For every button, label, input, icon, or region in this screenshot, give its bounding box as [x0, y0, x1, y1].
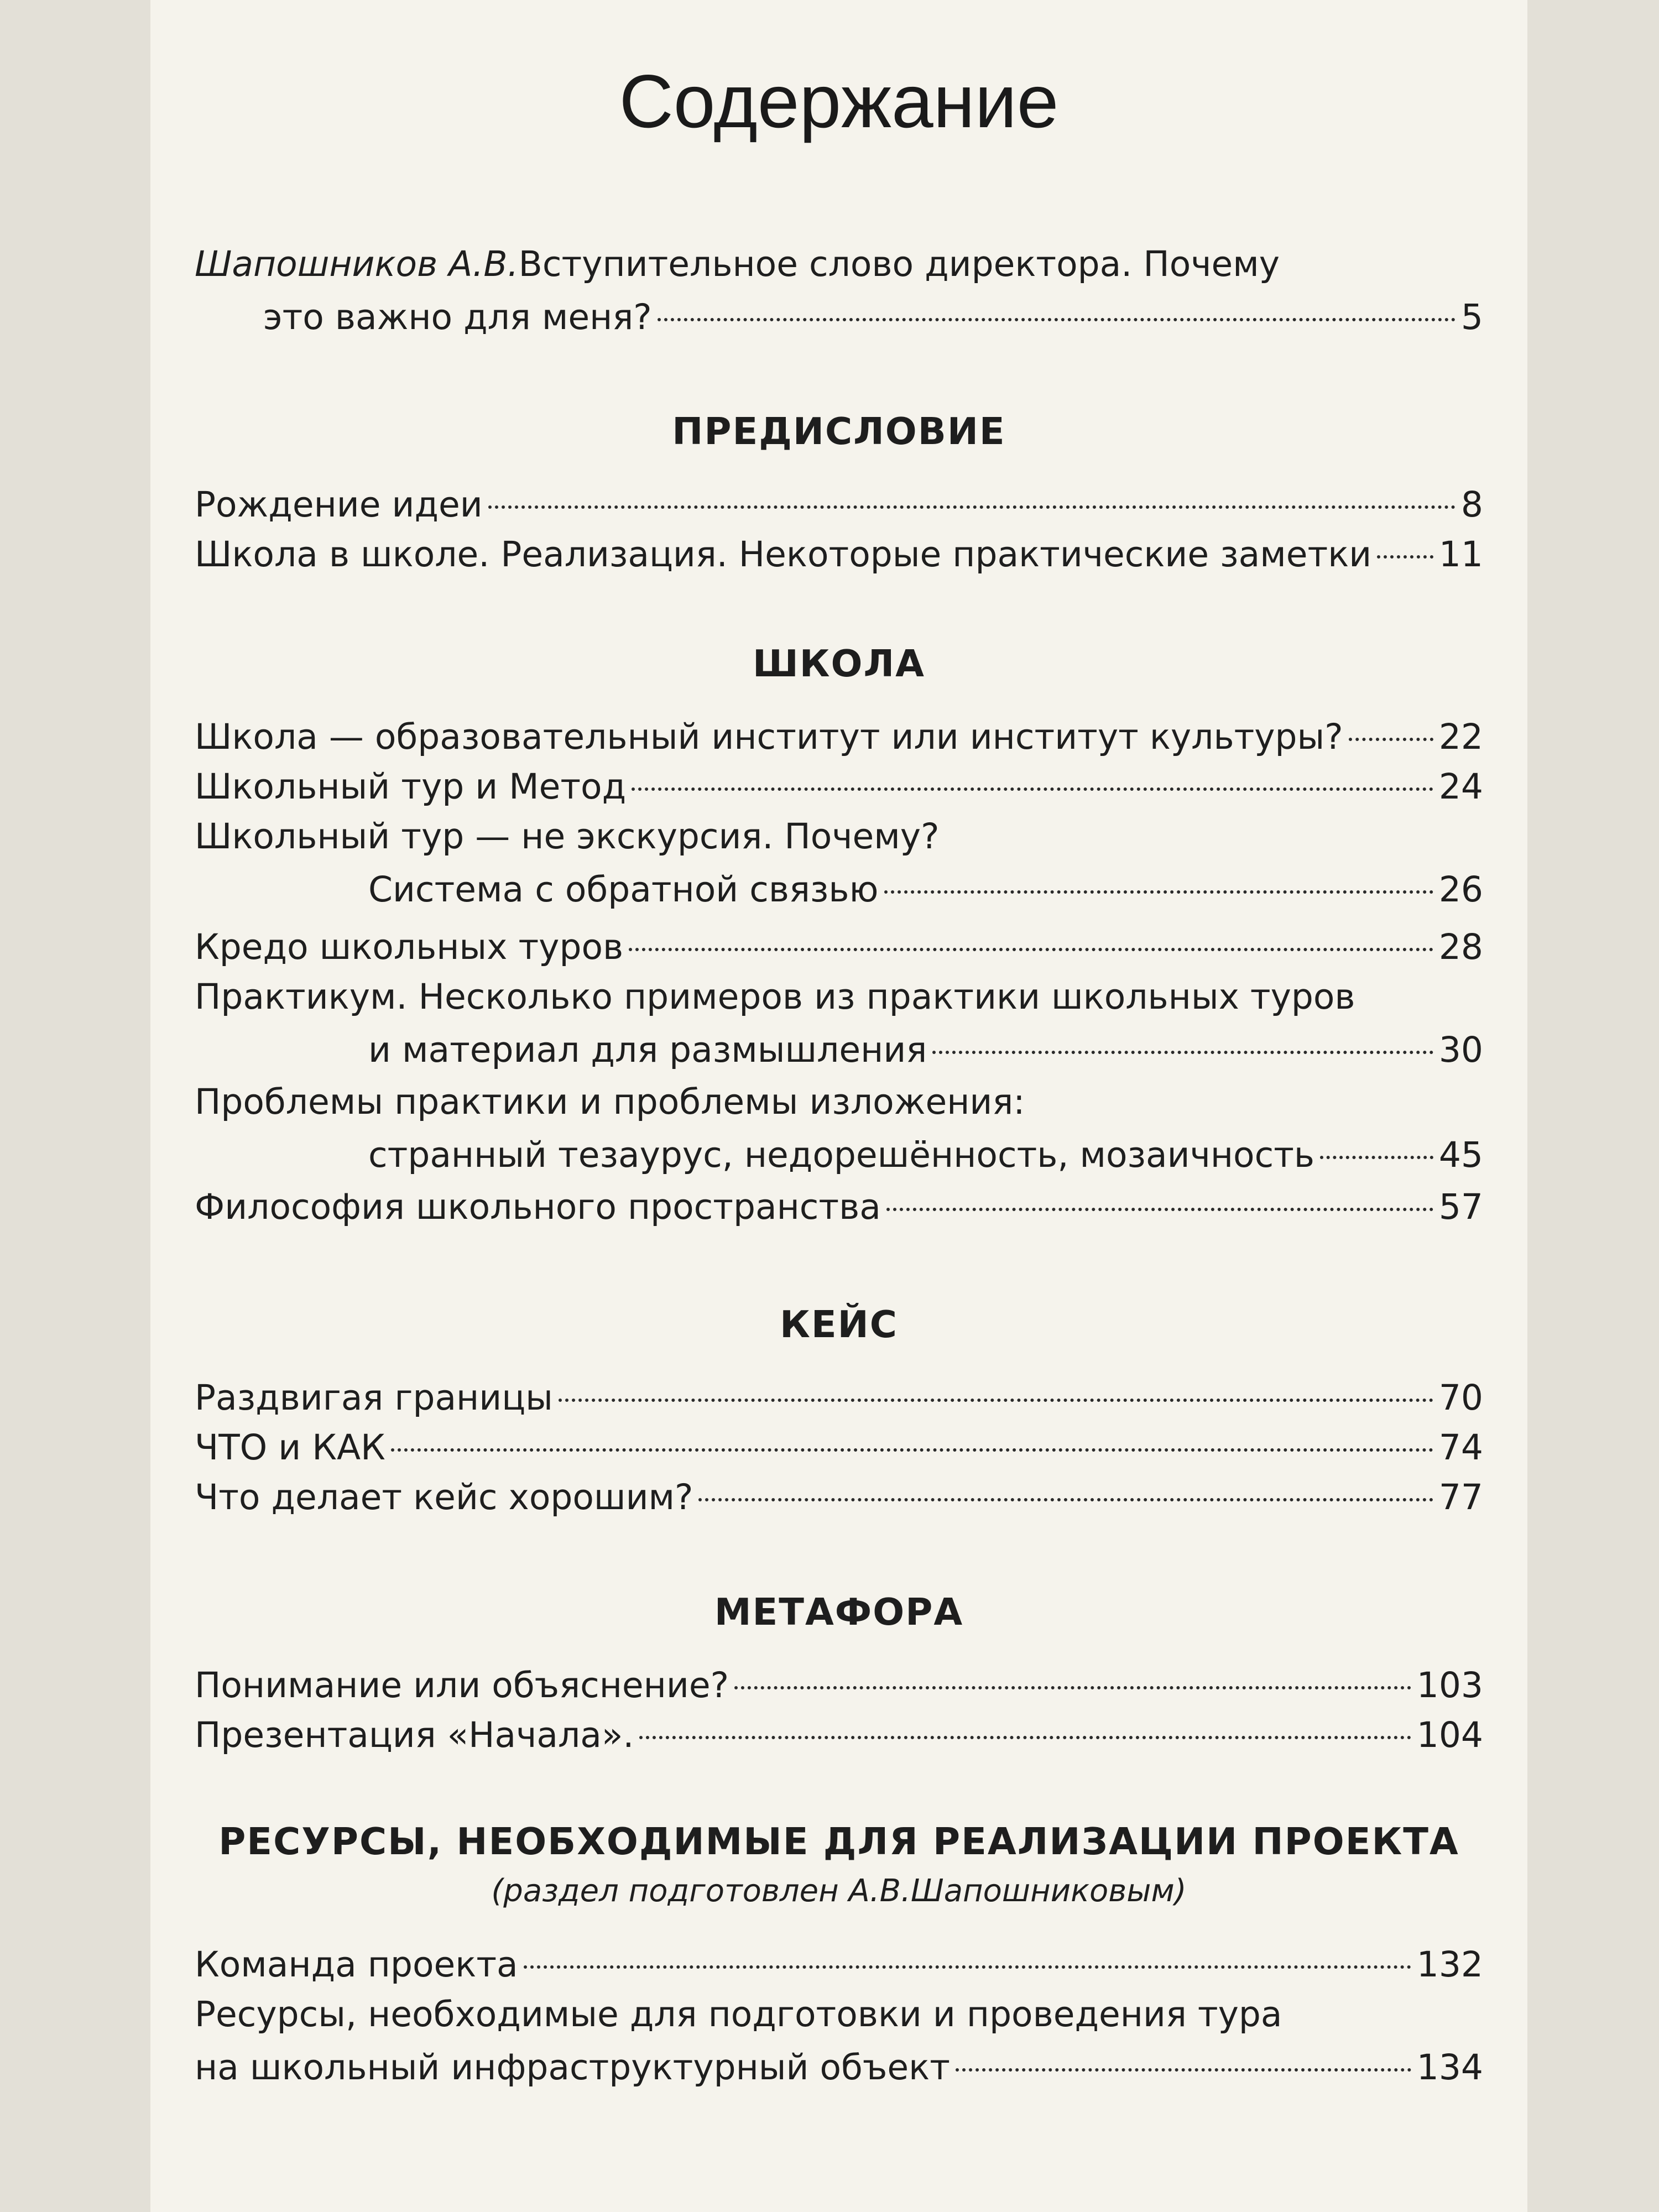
toc-entry [195, 528, 1483, 581]
toc-entry-cont-text: странный тезаурус, недорешённость, мозаичность [368, 1135, 1315, 1175]
toc-entry-author-name: Шапошников А.В. [195, 244, 519, 284]
toc-entry [195, 478, 1483, 531]
toc-entry-leader [488, 505, 1455, 509]
toc-entry [195, 1076, 1483, 1129]
toc-entry [195, 971, 1483, 1024]
toc-entry-page-number: 103 [1416, 1665, 1483, 1705]
toc-entry-page-number: 132 [1416, 1944, 1483, 1985]
toc-entry [195, 1371, 1483, 1425]
toc-entry-author-cont-line [263, 291, 1483, 344]
toc-entry-author-cont-page-number: 5 [1460, 297, 1483, 337]
toc-entry-text: ЧТО и КАК [195, 1427, 385, 1468]
toc-entry-text: Презентация «Начала». [195, 1715, 634, 1755]
toc-entry-line [195, 760, 1483, 813]
toc-entry-text: Школа — образовательный институт или институт культуры? [195, 717, 1343, 757]
toc-entry-leader [391, 1448, 1433, 1452]
toc-entry-text: Ресурсы, необходимые для подготовки и проведения тура [195, 1994, 1282, 2034]
toc-entry-page-number: 70 [1438, 1378, 1483, 1418]
toc-entry-cont-leader [956, 2068, 1411, 2072]
toc-entry-author-text: Вступительное слово директора. Почему [518, 244, 1280, 284]
toc-entry [195, 760, 1483, 813]
toc-entry-author-cont-leader [658, 318, 1455, 321]
toc-entry-cont-text: и материал для размышления [368, 1030, 927, 1070]
toc-entry-text: Понимание или объяснение? [195, 1665, 729, 1705]
toc-entry [195, 711, 1483, 764]
toc-entry-author-cont-text: это важно для меня? [263, 297, 652, 337]
toc-entry-cont-leader [884, 890, 1433, 894]
section-heading: ШКОЛА [753, 642, 925, 685]
toc-entry-page-number: 104 [1416, 1715, 1483, 1755]
toc-entry-line [195, 1938, 1483, 1991]
toc-entry [195, 810, 1483, 863]
toc-entry-text: Школьный тур и Метод [195, 766, 627, 807]
toc-entry-leader [629, 948, 1433, 951]
toc-entry-cont-line [195, 2041, 1483, 2094]
toc-entry [195, 1709, 1483, 1762]
toc-entry-text: Рождение идеи [195, 484, 483, 525]
toc-entry-cont-line [368, 863, 1483, 916]
toc-entry-line [195, 1659, 1483, 1712]
toc-entry-page-number: 74 [1438, 1427, 1483, 1468]
toc-entry-author [195, 238, 1483, 344]
toc-entry-cont-line [368, 1024, 1483, 1077]
toc-entry-author-line [195, 238, 1483, 291]
book-page [150, 0, 1527, 2212]
section-heading: РЕСУРСЫ, НЕОБХОДИМЫЕ ДЛЯ РЕАЛИЗАЦИИ ПРОЕКТА [218, 1820, 1459, 1863]
toc-entry-cont-line [368, 1129, 1483, 1182]
section-note: (раздел подготовлен А.В.Шапошниковым) [491, 1873, 1187, 1909]
toc-entry-line [195, 1371, 1483, 1425]
toc-entry-text: Школьный тур — не экскурсия. Почему? [195, 816, 940, 857]
toc-entry-leader [1377, 555, 1433, 559]
toc-entry-text: Философия школьного пространства [195, 1187, 881, 1227]
toc-entry-line [195, 528, 1483, 581]
toc-entry-cont-leader [1320, 1156, 1433, 1159]
toc-entry [195, 1659, 1483, 1712]
toc-entry [195, 1471, 1483, 1524]
toc-entry-cont [368, 863, 1483, 916]
toc-entry-cont-page-number: 26 [1438, 869, 1483, 910]
toc-entry-leader [632, 787, 1433, 791]
toc-entry-cont [368, 1129, 1483, 1182]
page-title: Содержание [619, 59, 1059, 143]
toc-entry [195, 1938, 1483, 1991]
toc-entry-leader [734, 1686, 1411, 1689]
toc-entry [195, 921, 1483, 974]
toc-entry-page-number: 77 [1438, 1477, 1483, 1517]
toc-entry-line [195, 711, 1483, 764]
toc-entry-leader [698, 1498, 1433, 1501]
toc-entry-leader [886, 1208, 1433, 1211]
toc-entry-text: Практикум. Несколько примеров из практики школьных туров [195, 977, 1355, 1017]
toc-entry-line [195, 478, 1483, 531]
toc-entry [195, 1988, 1483, 2041]
toc-entry-text: Школа в школе. Реализация. Некоторые практические заметки [195, 534, 1372, 575]
toc-entry-leader [639, 1736, 1411, 1739]
toc-entry-text: Кредо школьных туров [195, 927, 624, 967]
toc-entry-line [195, 1709, 1483, 1762]
toc-entry-page-number: 22 [1438, 717, 1483, 757]
toc-entry-line [195, 921, 1483, 974]
toc-entry-text: Что делает кейс хорошим? [195, 1477, 693, 1517]
toc-entry-text: Команда проекта [195, 1944, 518, 1985]
toc-entry-leader [559, 1399, 1433, 1402]
section-heading: МЕТАФОРА [714, 1590, 964, 1634]
toc-entry [195, 1421, 1483, 1474]
toc-entry-line [195, 1181, 1483, 1234]
section-heading: ПРЕДИСЛОВИЕ [672, 410, 1006, 453]
toc-entry-line [195, 1421, 1483, 1474]
toc-entry-text: Раздвигая границы [195, 1378, 553, 1418]
toc-entry-cont-text: на школьный инфраструктурный объект [195, 2047, 950, 2088]
toc-entry-cont-text: Система с обратной связью [368, 869, 879, 910]
toc-entry-leader [1349, 738, 1433, 741]
toc-entry-line [195, 1471, 1483, 1524]
toc-entry-cont [368, 1024, 1483, 1077]
toc-entry-cont-leader [932, 1051, 1433, 1054]
section-heading: КЕЙС [780, 1303, 898, 1346]
toc-entry-author-cont [195, 291, 1483, 344]
toc-entry-page-number: 57 [1438, 1187, 1483, 1227]
toc-entry-cont-page-number: 45 [1438, 1135, 1483, 1175]
toc-entry-page-number: 24 [1438, 766, 1483, 807]
toc-entry-page-number: 28 [1438, 927, 1483, 967]
toc-entry-page-number: 11 [1438, 534, 1483, 575]
toc-entry-cont [195, 2041, 1483, 2094]
toc-entry-cont-page-number: 30 [1438, 1030, 1483, 1070]
toc-entry-text: Проблемы практики и проблемы изложения: [195, 1082, 1025, 1122]
toc-entry-page-number: 8 [1460, 484, 1483, 525]
toc-entry-leader [524, 1965, 1411, 1969]
toc-entry [195, 1181, 1483, 1234]
toc-entry-cont-page-number: 134 [1416, 2047, 1483, 2088]
